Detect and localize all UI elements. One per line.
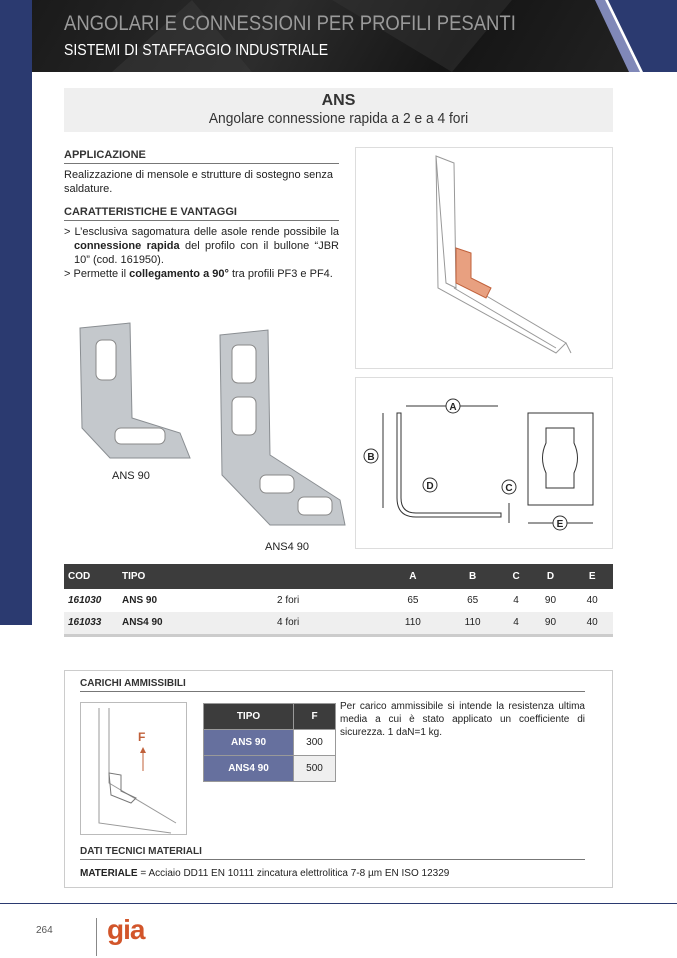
ans4-90-label: ANS4 90 xyxy=(265,541,310,553)
product-code: ANS xyxy=(321,92,356,109)
ans90-photo xyxy=(70,318,200,478)
materiali-heading: DATI TECNICI MATERIALI xyxy=(80,846,585,860)
left-accent-bar xyxy=(0,0,32,625)
footer-divider xyxy=(0,903,677,904)
spec-table xyxy=(64,564,613,637)
gia-logo: gia xyxy=(107,914,145,945)
carichi-heading: CARICHI AMMISSIBILI xyxy=(80,678,585,692)
dim-b-label: B xyxy=(367,452,375,463)
product-description: Angolare connessione rapida a 2 e a 4 fori xyxy=(208,110,469,127)
load-table: TIPO F ANS 90 300 ANS4 90 500 xyxy=(203,703,336,782)
ans90-label: ANS 90 xyxy=(112,470,150,482)
carichi-note: Per carico ammissibile si intende la resistenza ultima media a cui è stato applicato un coefficiente di sicurezza. 1 daN=1 kg. xyxy=(340,701,585,738)
product-title-box xyxy=(64,88,613,132)
section-title: ANGOLARI E CONNESSIONI PER PROFILI PESANTI xyxy=(64,12,516,35)
applicazione-heading: APPLICAZIONE xyxy=(64,149,339,164)
dimension-diagram xyxy=(355,377,613,549)
page-header xyxy=(32,0,632,72)
table-row: 161030 ANS 90 2 fori 65 65 4 90 40 xyxy=(68,595,598,606)
feature-item: > Permette il collegamento a 90° tra profili PF3 e PF4. xyxy=(64,268,333,280)
dim-d-label: D xyxy=(426,481,434,492)
assembly-illustration xyxy=(355,147,613,369)
caratteristiche-heading: CARATTERISTICHE E VANTAGGI xyxy=(64,206,339,221)
load-illustration xyxy=(80,702,187,835)
dim-e-label: E xyxy=(556,519,564,530)
footer-separator xyxy=(96,918,97,956)
dim-c-label: C xyxy=(505,483,513,494)
table-row: 161033 ANS4 90 4 fori 110 110 4 90 40 xyxy=(64,612,613,635)
table-row: ANS4 90 500 xyxy=(204,756,336,782)
feature-item: > L’esclusiva sagomatura delle asole rende possibile la connessione rapida del profilo con il bullone “JBR 10” (cod. 161950). xyxy=(64,226,340,266)
table-header: COD TIPO A B C D E xyxy=(64,564,613,589)
materiali-text: MATERIALE = Acciaio DD11 EN 10111 zincatura elettrolitica 7-8 µm EN ISO 12329 xyxy=(80,868,450,879)
page-number: 264 xyxy=(36,925,53,936)
ans4-90-photo xyxy=(210,325,355,535)
section-subtitle: SISTEMI DI STAFFAGGIO INDUSTRIALE xyxy=(64,42,329,59)
applicazione-text: Realizzazione di mensole e strutture di sostegno senza saldature. xyxy=(64,169,334,195)
carichi-box xyxy=(64,670,613,888)
header-corner-decoration xyxy=(595,0,677,72)
dim-a-label: A xyxy=(449,402,457,413)
table-row: ANS 90 300 xyxy=(204,730,336,756)
force-label: F xyxy=(138,730,146,744)
